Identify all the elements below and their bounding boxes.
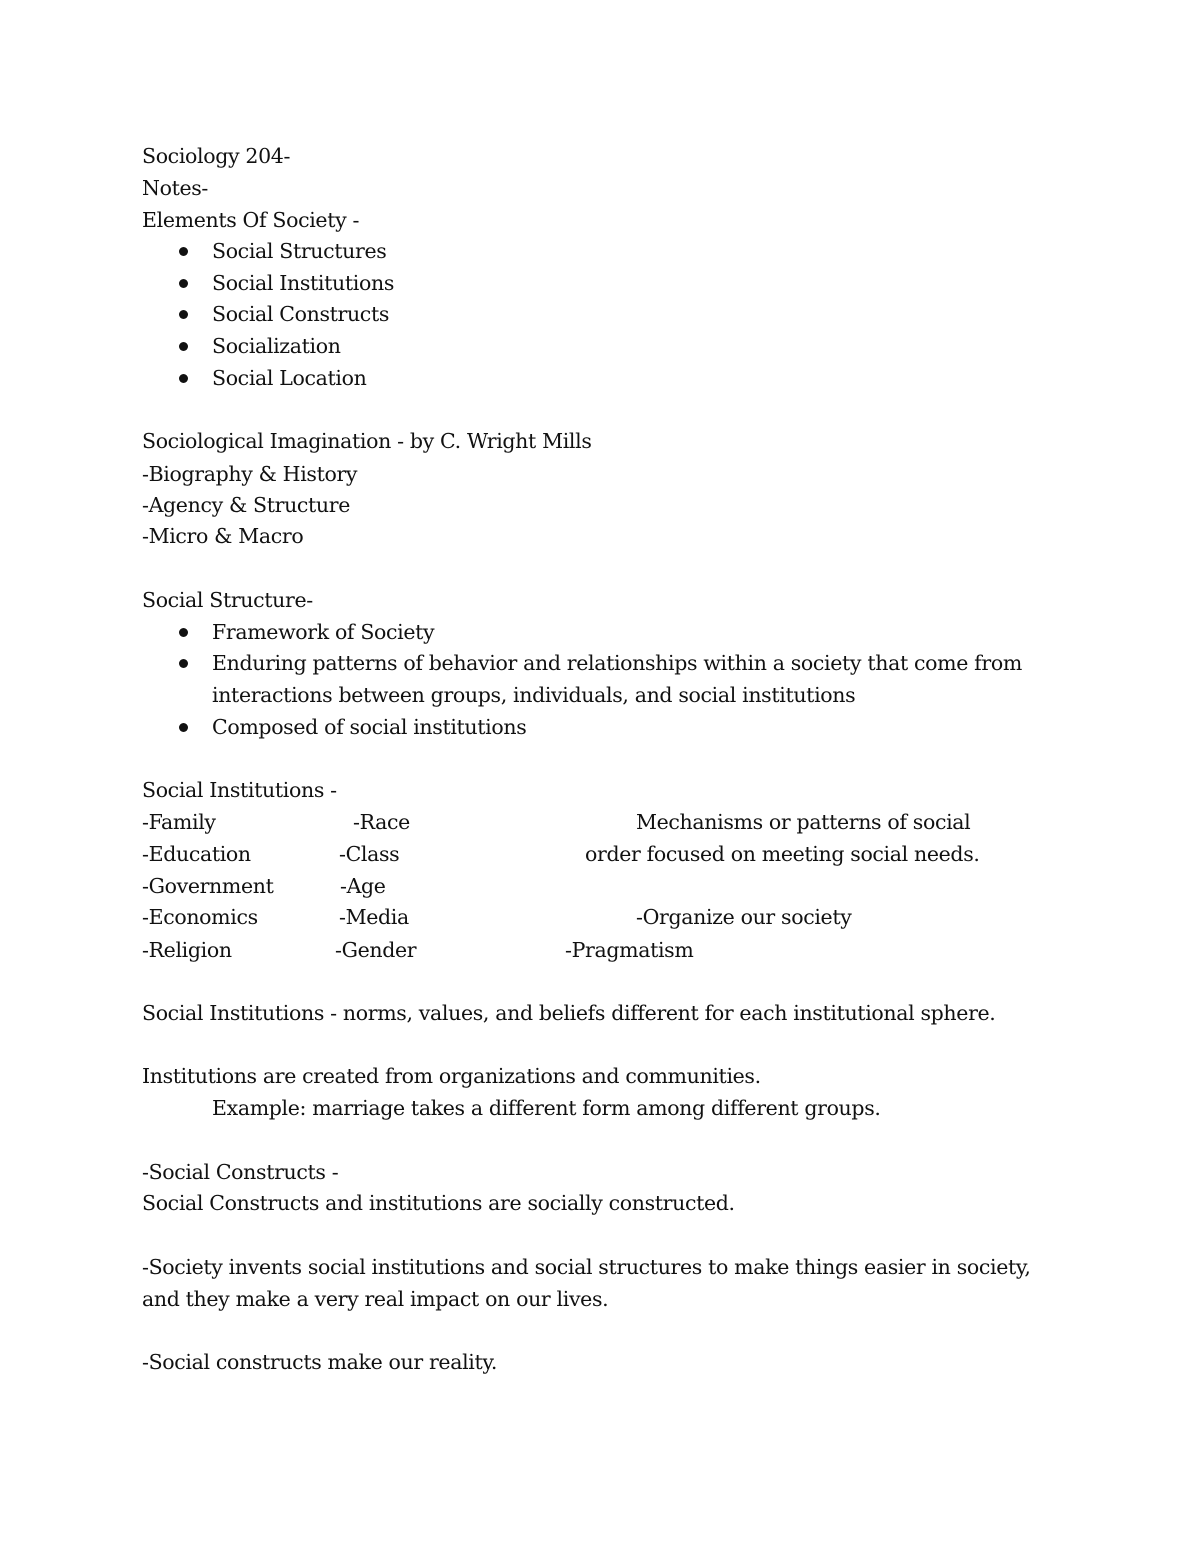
institution-item: -Religion <box>142 938 232 962</box>
list-item: Social Structures <box>212 239 387 263</box>
imagination-line: -Biography & History <box>142 462 358 486</box>
institutions-norms: Social Institutions - norms, values, and beliefs different for each institutional sphere. <box>142 1001 996 1025</box>
document-title: Sociology 204- <box>142 144 291 168</box>
imagination-heading: Sociological Imagination - by C. Wright Mills <box>142 429 592 453</box>
bullet-icon <box>179 659 188 668</box>
institutions-heading: Social Institutions - <box>142 778 337 802</box>
constructs-line: Social Constructs and institutions are socially constructed. <box>142 1191 735 1215</box>
institution-item: -Media <box>339 905 409 929</box>
bullet-icon <box>179 342 188 351</box>
institution-point: -Organize our society <box>636 905 852 929</box>
institution-item: -Family <box>142 810 216 834</box>
constructs-paragraph: -Society invents social institutions and social structures to make things easier in society, <box>142 1255 1031 1279</box>
list-item: Social Location <box>212 366 367 390</box>
elements-heading: Elements Of Society - <box>142 208 360 232</box>
constructs-reality: -Social constructs make our reality. <box>142 1350 498 1374</box>
institution-item: -Gender <box>335 938 417 962</box>
list-item: Social Institutions <box>212 271 394 295</box>
institution-item: -Class <box>339 842 400 866</box>
institution-item: -Age <box>340 874 386 898</box>
institution-item: -Education <box>142 842 251 866</box>
institution-point: -Pragmatism <box>565 938 694 962</box>
constructs-paragraph: and they make a very real impact on our lives. <box>142 1287 609 1311</box>
institution-item: -Government <box>142 874 274 898</box>
imagination-line: -Micro & Macro <box>142 524 304 548</box>
bullet-icon <box>179 374 188 383</box>
structure-heading: Social Structure- <box>142 588 313 612</box>
list-item-continuation: interactions between groups, individuals, and social institutions <box>212 683 856 707</box>
bullet-icon <box>179 247 188 256</box>
bullet-icon <box>179 628 188 637</box>
institutions-example: Example: marriage takes a different form among different groups. <box>212 1096 881 1120</box>
institution-item: -Race <box>353 810 410 834</box>
bullet-icon <box>179 723 188 732</box>
list-item: Social Constructs <box>212 302 389 326</box>
institution-definition: Mechanisms or patterns of social <box>636 810 971 834</box>
list-item: Composed of social institutions <box>212 715 527 739</box>
institutions-created: Institutions are created from organizations and communities. <box>142 1064 761 1088</box>
bullet-icon <box>179 279 188 288</box>
bullet-icon <box>179 310 188 319</box>
list-item: Framework of Society <box>212 620 435 644</box>
institution-item: -Economics <box>142 905 258 929</box>
constructs-heading: -Social Constructs - <box>142 1160 339 1184</box>
institution-definition: order focused on meeting social needs. <box>585 842 980 866</box>
notes-label: Notes- <box>142 176 208 200</box>
list-item: Enduring patterns of behavior and relationships within a society that come from <box>212 651 1022 675</box>
list-item: Socialization <box>212 334 341 358</box>
imagination-line: -Agency & Structure <box>142 493 351 517</box>
